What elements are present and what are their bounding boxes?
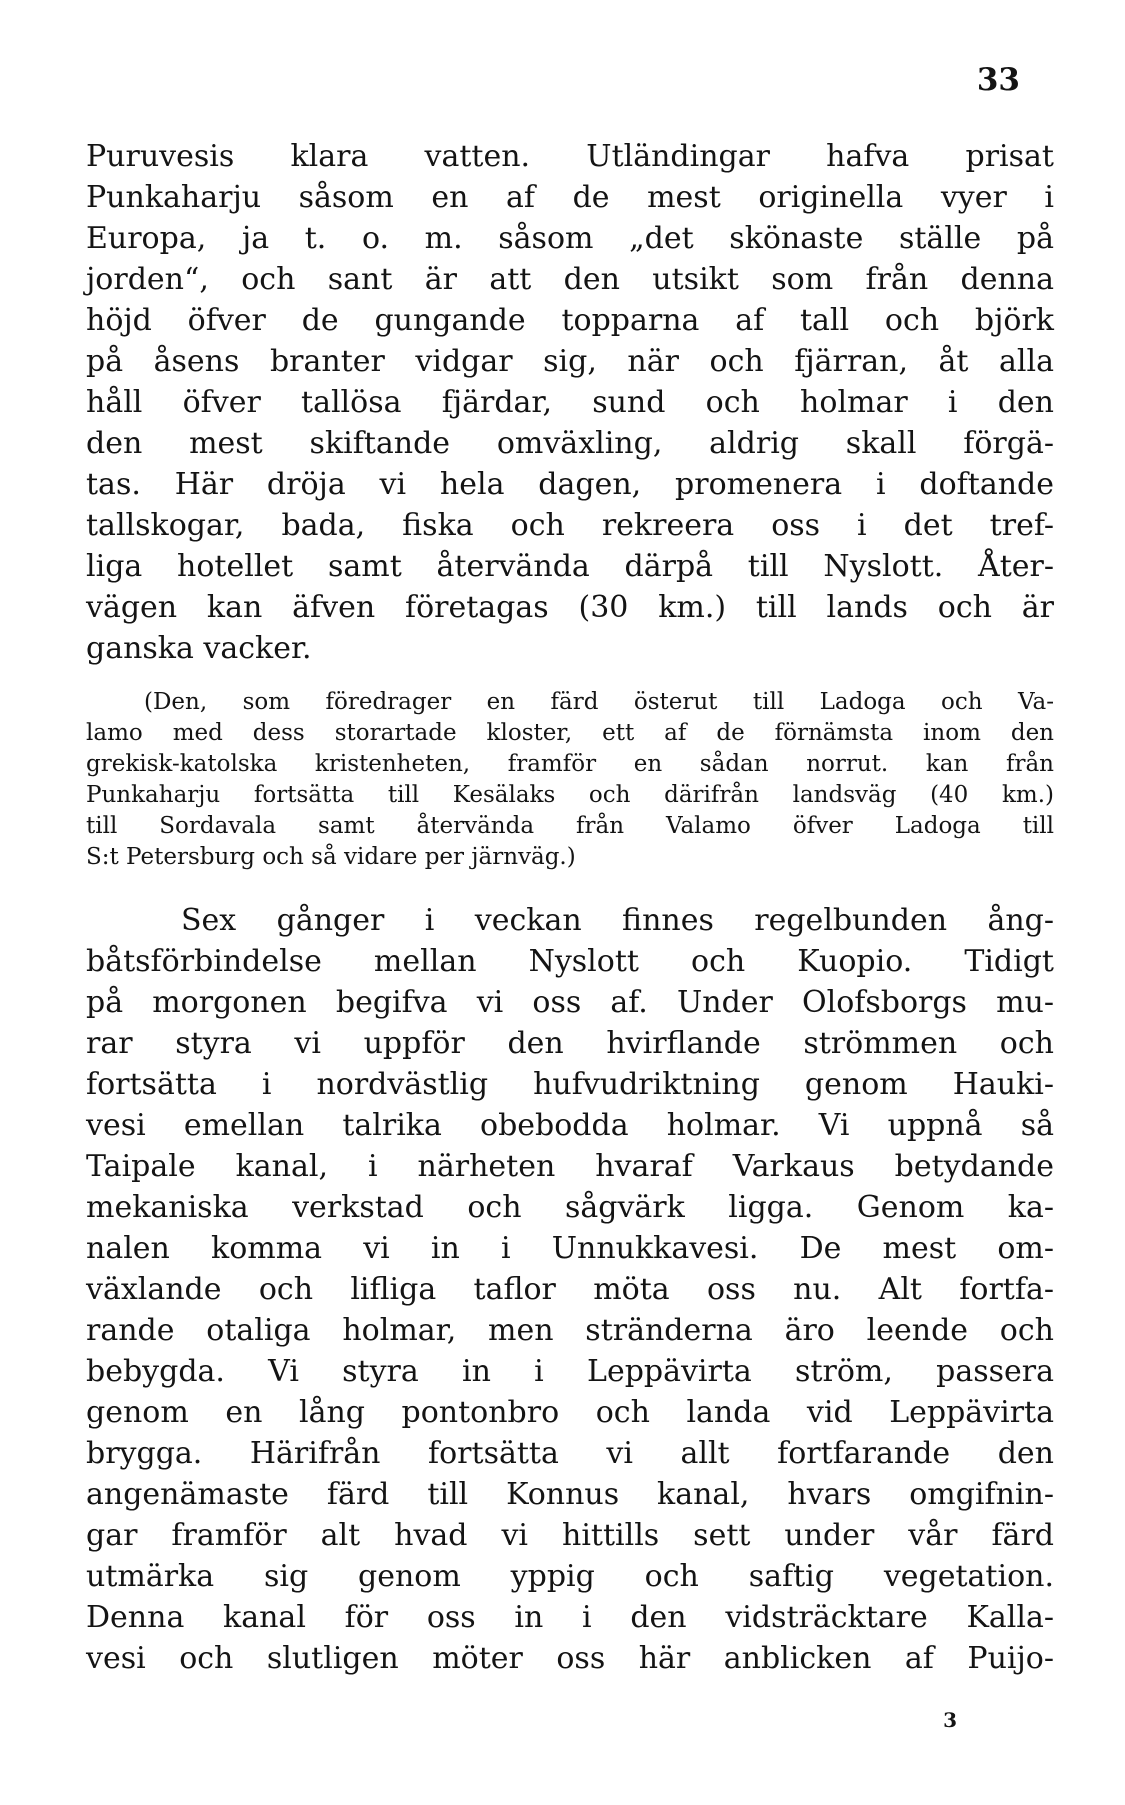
note-line: (Den, som föredrager en färd österut till Ladoga och Va- <box>144 689 1054 715</box>
text-line: den mest skiftande omväxling, aldrig skall förgä- <box>86 426 1054 461</box>
text-line: på morgonen begifva vi oss af. Under Olofsborgs mu- <box>86 985 1054 1020</box>
text-line: Europa, ja t. o. m. såsom „det skönaste ställe på <box>86 221 1054 256</box>
text-line: mekaniska verkstad och sågvärk ligga. Genom ka- <box>86 1190 1054 1225</box>
text-line: båtsförbindelse mellan Nyslott och Kuopio. Tidigt <box>86 944 1054 979</box>
text-line: vägen kan äfven företagas (30 km.) till lands och är <box>86 590 1054 625</box>
text-line: gar framför alt hvad vi hittills sett under vår färd <box>86 1518 1054 1553</box>
note-line: grekisk-katolska kristenheten, framför en sådan norrut. kan från <box>86 751 1054 777</box>
text-line: bebygda. Vi styra in i Leppävirta ström, passera <box>86 1354 1054 1389</box>
text-line: ganska vacker. <box>86 631 312 666</box>
text-line: Punkaharju såsom en af de mest originella vyer i <box>86 180 1054 215</box>
paragraph-punkaharju <box>86 136 1054 669</box>
text-line: på åsens branter vidgar sig, när och fjärran, åt alla <box>86 344 1054 379</box>
page-number: 33 <box>976 62 1020 98</box>
text-line: höjd öfver de gungande topparna af tall och björk <box>86 303 1054 338</box>
text-line: vesi och slutligen möter oss här anblicken af Puijo- <box>86 1641 1054 1676</box>
paragraph-nyslott-kuopio <box>86 900 1054 1679</box>
text-line: Puruvesis klara vatten. Utländingar hafva prisat <box>86 139 1054 174</box>
text-line: vesi emellan talrika obebodda holmar. Vi uppnå så <box>86 1108 1054 1143</box>
text-line: nalen komma vi in i Unnukkavesi. De mest om- <box>86 1231 1054 1266</box>
text-line: Sex gånger i veckan finnes regelbunden ång- <box>181 903 1054 938</box>
text-line: rande otaliga holmar, men stränderna äro leende och <box>86 1313 1054 1348</box>
note-line: lamo med dess storartade kloster, ett af de förnämsta inom den <box>86 720 1054 746</box>
text-line: brygga. Härifrån fortsätta vi allt fortfarande den <box>86 1436 1054 1471</box>
note-line: Punkaharju fortsätta till Kesälaks och därifrån landsväg (40 km.) <box>86 782 1054 808</box>
text-line: växlande och lifliga taflor möta oss nu. Alt fortfa- <box>86 1272 1054 1307</box>
text-line: fortsätta i nordvästlig hufvudriktning genom Hauki- <box>86 1067 1054 1102</box>
text-line: jorden“, och sant är att den utsikt som från denna <box>86 262 1054 297</box>
text-line: tas. Här dröja vi hela dagen, promenera i doftande <box>86 467 1054 502</box>
note-line: S:t Petersburg och så vidare per järnväg.) <box>86 844 576 870</box>
text-line: genom en lång pontonbro och landa vid Leppävirta <box>86 1395 1054 1430</box>
text-line: rar styra vi uppför den hvirflande strömmen och <box>86 1026 1054 1061</box>
text-line: Taipale kanal, i närheten hvaraf Varkaus betydande <box>86 1149 1054 1184</box>
footnote-ladoga <box>86 687 1054 873</box>
signature-mark: 3 <box>943 1708 957 1732</box>
text-line: utmärka sig genom yppig och saftig vegetation. <box>86 1559 1054 1594</box>
text-line: liga hotellet samt återvända därpå till Nyslott. Åter- <box>86 549 1054 584</box>
note-line: till Sordavala samt återvända från Valamo öfver Ladoga till <box>86 813 1054 839</box>
text-line: Denna kanal för oss in i den vidsträcktare Kalla- <box>86 1600 1054 1635</box>
text-line: tallskogar, bada, fiska och rekreera oss i det tref- <box>86 508 1054 543</box>
text-line: angenämaste färd till Konnus kanal, hvars omgifnin- <box>86 1477 1054 1512</box>
text-line: håll öfver tallösa fjärdar, sund och holmar i den <box>86 385 1054 420</box>
